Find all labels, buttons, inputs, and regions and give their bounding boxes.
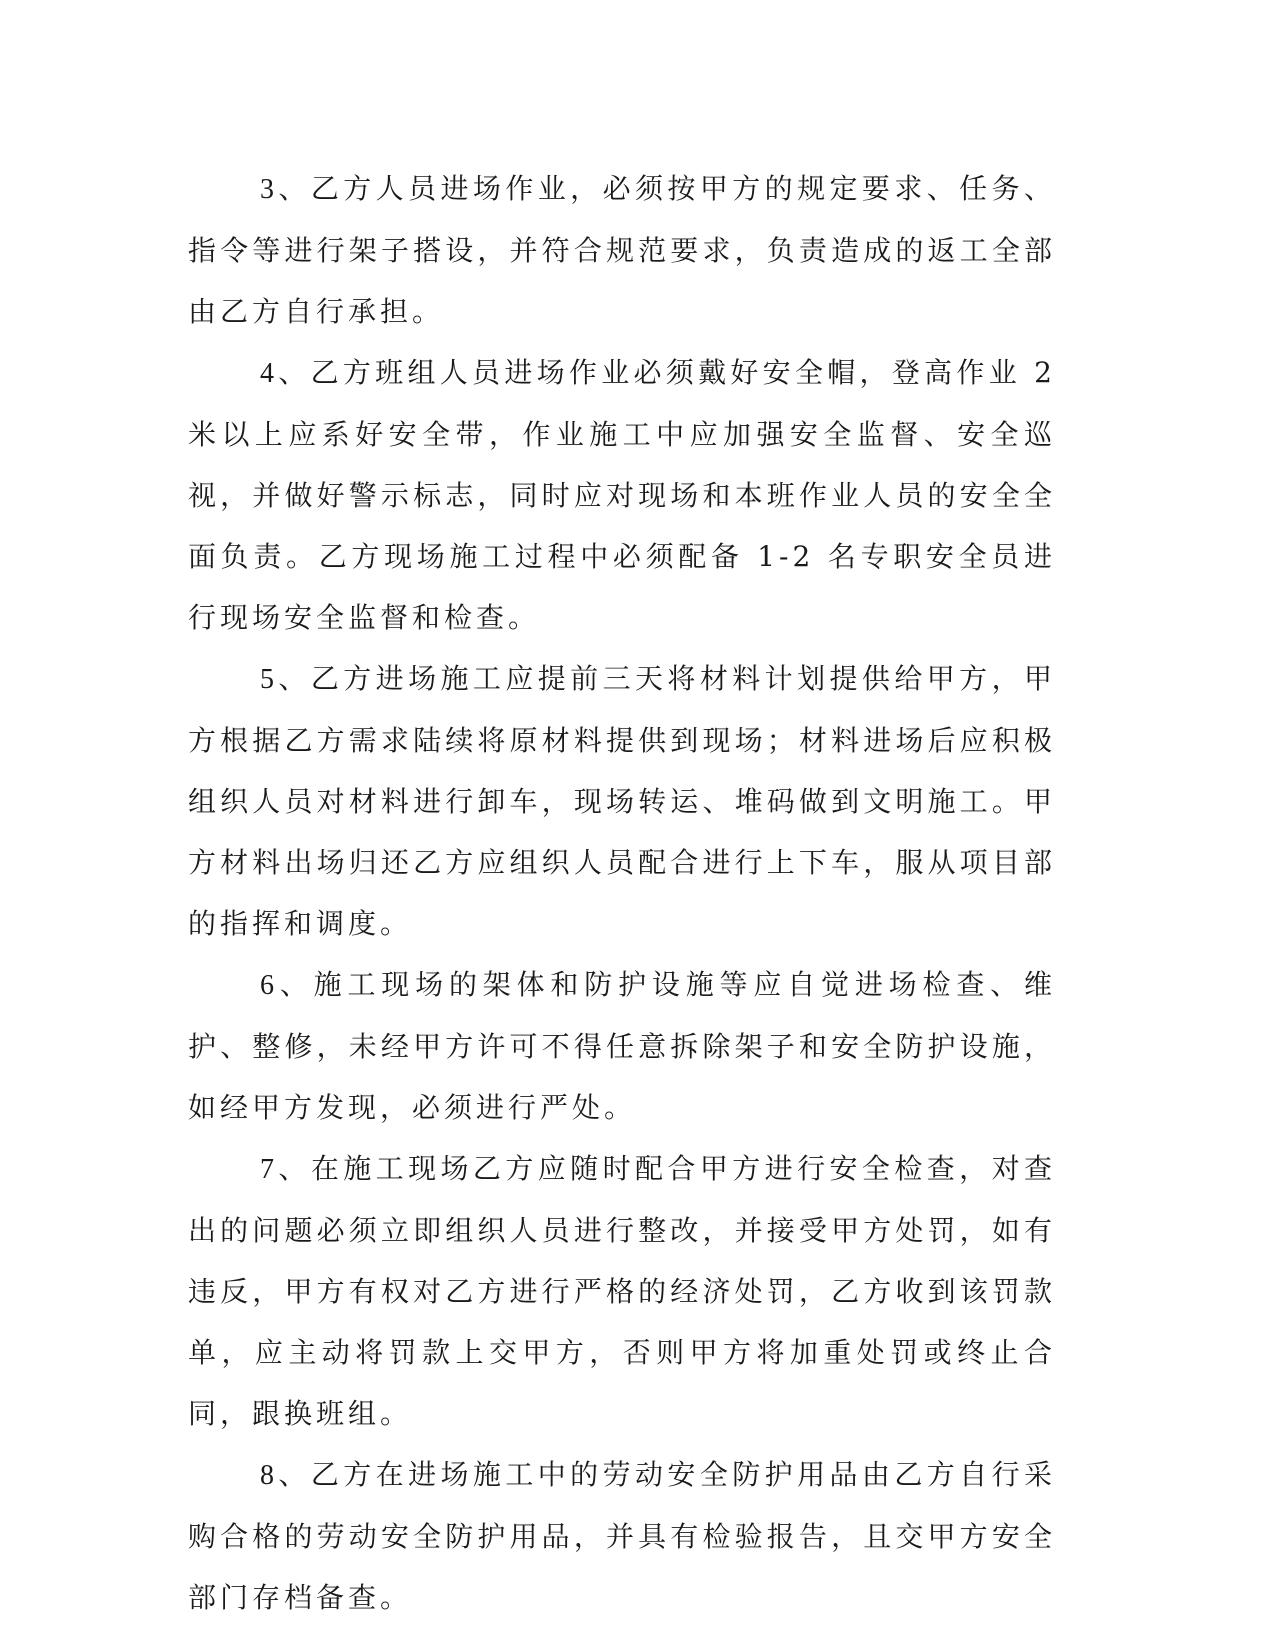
clause-text: 、施工现场的架体和防护设施等应自觉进场检查、维护、整修，未经甲方许可不得任意拆除架子和安全防护设施，如经甲方发现，必须进行严处。: [188, 968, 1056, 1124]
clause-5: [188, 648, 1056, 954]
clause-8: [188, 1444, 1056, 1628]
clause-text: 、在施工现场乙方应随时配合甲方进行安全检查，对查出的问题必须立即组织人员进行整改，并接受甲方处罚，如有违反，甲方有权对乙方进行严格的经济处罚，乙方收到该罚款单，应主动将罚款上交甲方，否则甲方将加重处罚或终止合同，跟换班组。: [188, 1152, 1056, 1430]
clause-3: [188, 158, 1056, 342]
clause-number: 3: [260, 174, 278, 205]
clause-text: 、乙方在进场施工中的劳动安全防护用品由乙方自行采购合格的劳动安全防护用品，并具有检验报告，且交甲方安全部门存档备查。: [188, 1458, 1056, 1614]
clause-number: 5: [260, 664, 278, 695]
clause-text: 、乙方班组人员进场作业必须戴好安全帽，登高作业 2 米以上应系好安全带，作业施工中应加强安全监督、安全巡视，并做好警示标志，同时应对现场和本班作业人员的安全全面负责。乙方现场施工过程中必须配备 1-2 名专职安全员进行现场安全监督和检查。: [188, 356, 1056, 634]
clause-6: [188, 954, 1056, 1138]
clause-number: 6: [260, 970, 278, 1001]
clause-number: 8: [260, 1460, 278, 1491]
clause-number: 4: [260, 358, 278, 389]
clause-number: 7: [260, 1154, 278, 1185]
clause-4: [188, 342, 1056, 648]
clause-7: [188, 1138, 1056, 1444]
clause-text: 、乙方人员进场作业，必须按甲方的规定要求、任务、指令等进行架子搭设，并符合规范要求，负责造成的返工全部由乙方自行承担。: [188, 172, 1056, 328]
document-body: [188, 158, 1056, 1628]
clause-text: 、乙方进场施工应提前三天将材料计划提供给甲方，甲方根据乙方需求陆续将原材料提供到现场；材料进场后应积极组织人员对材料进行卸车，现场转运、堆码做到文明施工。甲方材料出场归还乙方应组织人员配合进行上下车，服从项目部的指挥和调度。: [188, 662, 1056, 940]
